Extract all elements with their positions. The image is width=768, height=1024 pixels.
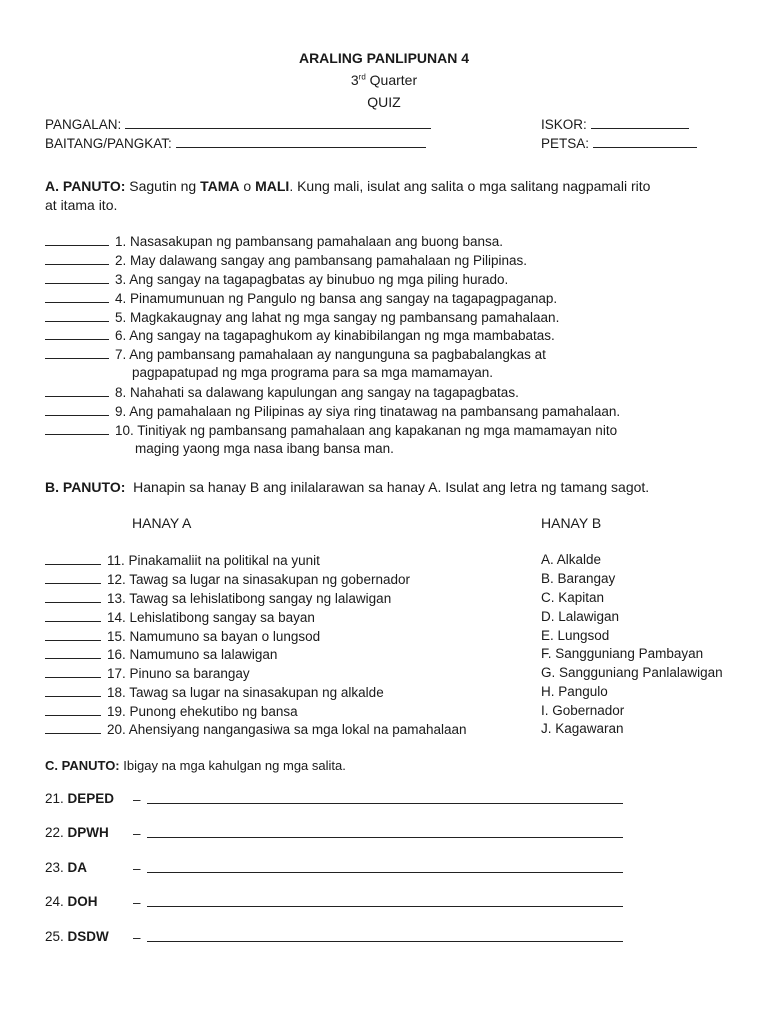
pangalan-blank[interactable] (125, 116, 431, 129)
dash: – (133, 895, 141, 910)
answer-blank[interactable] (45, 309, 109, 322)
dash: – (133, 792, 141, 807)
hanay-a-item: 11. Pinakamaliit na politikal na yunit (107, 553, 320, 568)
item-text: 4. Pinamumunuan ng Pangulo ng bansa ang sangay na tagapagpaganap. (115, 291, 558, 306)
hanay-a-item: 20. Ahensiyang nangangasiwa sa mga lokal na pamahalaan (107, 722, 467, 737)
item-number: 21. (45, 791, 64, 806)
term-label: DOH (67, 894, 98, 909)
section-a-instructions-line2: at itama ito. (45, 197, 118, 213)
hanay-b-item: D. Lalawigan (541, 609, 620, 624)
list-item (45, 252, 527, 268)
mali-word: MALI (255, 178, 290, 194)
answer-blank[interactable] (45, 346, 109, 359)
answer-blank[interactable] (45, 571, 101, 584)
list-item (45, 271, 508, 287)
hanay-a-header: HANAY A (132, 515, 192, 531)
section-a-instructions (45, 178, 650, 194)
quarter-word: Quarter (369, 72, 418, 88)
match-row (45, 665, 250, 681)
quiz-label: QUIZ (367, 94, 401, 110)
dash: – (133, 861, 141, 876)
definition-answer[interactable] (133, 825, 623, 841)
section-a-label: A. PANUTO: (45, 178, 126, 194)
hanay-a-item: 16. Namumuno sa lalawigan (107, 647, 278, 662)
definition-row (45, 929, 109, 944)
o-word: o (239, 178, 256, 194)
item-text: 2. May dalawang sangay ang pambansang pamahalaan ng Pilipinas. (115, 253, 528, 268)
list-item (45, 346, 546, 362)
iskor-field[interactable] (541, 116, 689, 132)
term-label: DSDW (67, 929, 109, 944)
pangalan-field[interactable] (45, 116, 431, 132)
hanay-b-item: J. Kagawaran (541, 721, 624, 736)
section-b-label: B. PANUTO: (45, 479, 126, 495)
answer-blank[interactable] (45, 721, 101, 734)
hanay-b-item: F. Sangguniang Pambayan (541, 646, 704, 661)
match-row (45, 703, 298, 719)
answer-blank[interactable] (45, 384, 109, 397)
petsa-blank[interactable] (593, 135, 697, 148)
list-item (45, 327, 555, 343)
baitang-label: BAITANG/PANGKAT: (45, 136, 172, 151)
item-text: 6. Ang sangay na tagapaghukom ay kinabibilangan ng mga mambabatas. (115, 328, 555, 343)
definition-answer[interactable] (133, 894, 623, 910)
hanay-a-item: 19. Punong ehekutibo ng bansa (107, 704, 298, 719)
baitang-field[interactable] (45, 135, 426, 151)
item-text: 9. Ang pamahalaan ng Pilipinas ay siya ring tinatawag na pambansang pamahalaan. (115, 404, 621, 419)
answer-blank[interactable] (45, 609, 101, 622)
hanay-b-header: HANAY B (541, 515, 602, 531)
item-text: 8. Nahahati sa dalawang kapulungan ang sangay na tagapagbatas. (115, 385, 519, 400)
definition-blank[interactable] (147, 929, 623, 942)
answer-blank[interactable] (45, 665, 101, 678)
answer-blank[interactable] (45, 684, 101, 697)
hanay-b-item: A. Alkalde (541, 552, 602, 567)
iskor-blank[interactable] (591, 116, 689, 129)
definition-blank[interactable] (147, 860, 623, 873)
answer-blank[interactable] (45, 646, 101, 659)
hanay-a-item: 15. Namumuno sa bayan o lungsod (107, 629, 321, 644)
dash: – (133, 930, 141, 945)
answer-blank[interactable] (45, 252, 109, 265)
quarter-line (0, 72, 768, 88)
dash: – (133, 826, 141, 841)
match-row (45, 552, 320, 568)
hanay-a-item: 13. Tawag sa lehislatibong sangay ng lalawigan (107, 591, 392, 606)
hanay-a-item: 12. Tawag sa lugar na sinasakupan ng gobernador (107, 572, 410, 587)
item-7-continuation: pagpapatupad ng mga programa para sa mga mamamayan. (132, 365, 493, 380)
list-item (45, 309, 559, 325)
answer-blank[interactable] (45, 403, 109, 416)
definition-row (45, 825, 109, 840)
section-c-text: Ibigay na mga kahulgan ng mga salita. (123, 758, 346, 773)
item-10-continuation: maging yaong mga nasa ibang bansa man. (135, 441, 394, 456)
definition-row (45, 860, 87, 875)
definition-blank[interactable] (147, 791, 623, 804)
hanay-b-item: I. Gobernador (541, 703, 625, 718)
definition-blank[interactable] (147, 894, 623, 907)
hanay-b-item: B. Barangay (541, 571, 616, 586)
pangalan-label: PANGALAN: (45, 117, 122, 132)
definition-row (45, 791, 114, 806)
answer-blank[interactable] (45, 233, 109, 246)
baitang-blank[interactable] (176, 135, 426, 148)
list-item (45, 233, 503, 249)
term-label: DEPED (67, 791, 115, 806)
hanay-a-item: 18. Tawag sa lugar na sinasakupan ng alkalde (107, 685, 384, 700)
list-item (45, 384, 519, 400)
definition-answer[interactable] (133, 929, 623, 945)
answer-blank[interactable] (45, 327, 109, 340)
hanay-b-item: C. Kapitan (541, 590, 605, 605)
section-b-instructions (45, 479, 649, 495)
item-text: 7. Ang pambansang pamahalaan ay nangunguna sa pagbabalangkas at (115, 347, 546, 362)
section-b-text: Hanapin sa hanay B ang inilalarawan sa hanay A. Isulat ang letra ng tamang sagot. (133, 479, 650, 495)
quarter-number: 3 (350, 72, 359, 88)
quiz-title: ARALING PANLIPUNAN 4 (298, 50, 470, 66)
hanay-b-item: H. Pangulo (541, 684, 608, 699)
definition-blank[interactable] (147, 825, 623, 838)
item-text: 5. Magkakaugnay ang lahat ng mga sangay ng pambansang pamahalaan. (115, 310, 560, 325)
section-c-instructions (45, 758, 346, 773)
list-item (45, 403, 620, 419)
hanay-b-item: G. Sangguniang Panlalawigan (541, 665, 723, 680)
term-label: DA (67, 860, 88, 875)
petsa-field[interactable] (541, 135, 697, 151)
match-row (45, 571, 410, 587)
term-label: DPWH (67, 825, 109, 840)
hanay-b-item: E. Lungsod (541, 628, 610, 643)
match-row (45, 646, 277, 662)
tama-word: TAMA (200, 178, 240, 194)
item-text: 3. Ang sangay na tagapagbatas ay binubuo ng mga piling hurado. (115, 272, 509, 287)
iskor-label: ISKOR: (541, 117, 587, 132)
hanay-a-item: 17. Pinuno sa barangay (107, 666, 250, 681)
answer-blank[interactable] (45, 590, 101, 603)
definition-answer[interactable] (133, 860, 623, 876)
answer-blank[interactable] (45, 290, 109, 303)
answer-blank[interactable] (45, 628, 101, 641)
section-c-label: C. PANUTO: (45, 758, 120, 773)
answer-blank[interactable] (45, 422, 109, 435)
item-number: 24. (45, 894, 64, 909)
section-a-text-2: . Kung mali, isulat ang salita o mga salitang nagpamali rito (289, 178, 651, 194)
item-number: 23. (45, 860, 64, 875)
answer-blank[interactable] (45, 271, 109, 284)
match-row (45, 609, 315, 625)
match-row (45, 628, 320, 644)
item-number: 22. (45, 825, 64, 840)
item-number: 25. (45, 929, 64, 944)
list-item (45, 422, 617, 438)
definition-answer[interactable] (133, 791, 623, 807)
answer-blank[interactable] (45, 703, 101, 716)
answer-blank[interactable] (45, 552, 101, 565)
item-text: 1. Nasasakupan ng pambansang pamahalaan ang buong bansa. (115, 234, 504, 249)
quarter-suffix: rd (358, 72, 366, 82)
petsa-label: PETSA: (541, 136, 590, 151)
list-item (45, 290, 557, 306)
match-row (45, 590, 391, 606)
match-row (45, 721, 467, 737)
item-text: 10. Tinitiyak ng pambansang pamahalaan ang kapakanan ng mga mamamayan nito (115, 423, 618, 438)
definition-row (45, 894, 98, 909)
section-a-text: Sagutin ng (129, 178, 201, 194)
match-row (45, 684, 384, 700)
hanay-a-item: 14. Lehislatibong sangay sa bayan (107, 610, 315, 625)
